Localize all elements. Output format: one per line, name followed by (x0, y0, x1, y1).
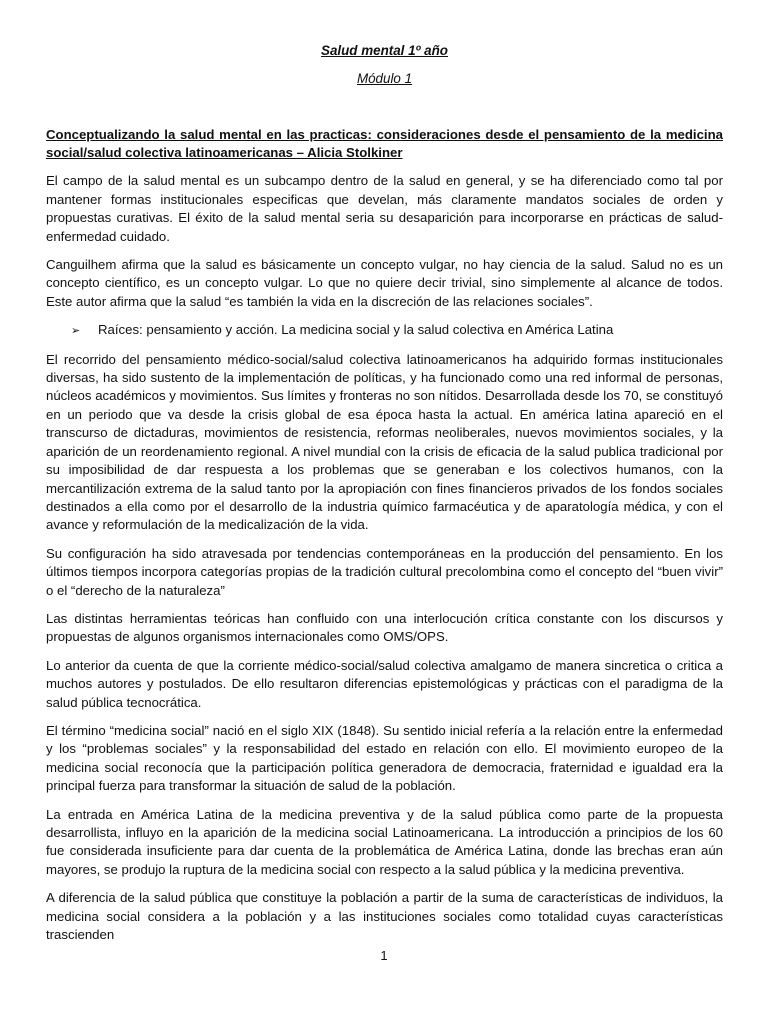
title-block (46, 42, 723, 88)
paragraph-4: Su configuración ha sido atravesada por tendencias contemporáneas en la producción del pensamiento. En los últimos tiempos incorpora categorías propias de la tradición cultural precolombina como el concepto del “buen vivir” o el “derecho de la naturaleza” (46, 545, 723, 598)
paragraph-9: A diferencia de la salud pública que constituye la población a partir de la suma de características de individuos, la medicina social considera a la población y a las instituciones sociales como totalidad cuyas características trascienden (46, 890, 723, 943)
bullet-text: Raíces: pensamiento y acción. La medicina social y la salud colectiva en América Latina (98, 322, 614, 338)
document-title: Salud mental 1º año (321, 43, 448, 58)
paragraph-7: El término “medicina social” nació en el siglo XIX (1848). Su sentido inicial refería a la relación entre la enfermedad y los “problemas sociales” y la responsabilidad del estado en relación con ello. El movimiento europeo de la medicina social reconocía que la participación política generadora de democracia, fraternidad e igualdad era la principal fuerza para transformar la situación de salud de la población. (46, 722, 723, 794)
arrowhead-bullet-icon: ➢ (71, 324, 81, 338)
page-number: 1 (380, 948, 388, 963)
section-heading: Conceptualizando la salud mental en las practicas: consideraciones desde el pensamiento de la medicina social/salud colectiva latinoamericanas – Alicia Stolkiner (46, 127, 723, 161)
paragraph-6: Lo anterior da cuenta de que la corriente médico-social/salud colectiva amalgamo de manera sincretica o critica a muchos autores y postulados. De ello resultaron diferencias epistemológicas y prácticas con el paradigma de la salud pública tecnocrática. (46, 657, 723, 710)
paragraph-2: Canguilhem afirma que la salud es básicamente un concepto vulgar, no hay ciencia de la salud. Salud no es un concepto científico, es un concepto vulgar. Lo que no quiere decir trivial, sino simplemente al alcance de todos. Este autor afirma que la salud “es también la vida en la discreción de las relaciones sociales”. (46, 257, 723, 309)
paragraph-5: Las distintas herramientas teóricas han confluido con una interlocución crítica constante con los discursos y propuestas de algunos organismos internacionales como OMS/OPS. (46, 610, 723, 645)
paragraph-1: El campo de la salud mental es un subcampo dentro de la salud en general, y se ha diferenciado como tal por mantener formas institucionales especificas que develan, más claramente mandatos sociales de orden y propuestas curativas. El éxito de la salud mental seria su desaparición para incorporarse en prácticas de salud- enfermedad cuidado. (46, 173, 723, 244)
paragraph-8: La entrada en América Latina de la medicina preventiva y de la salud pública como parte de la propuesta desarrollista, influyo en la aparición de la medicina social Latinoamericana. La introducción a principios de los 60 fue considerada insuficiente para dar cuenta de la problemática de América Latina, donde las brechas eran aún mayores, se produjo la ruptura de la medicina social con respecto a la salud pública y la medicina preventiva. (46, 806, 723, 877)
module-subtitle: Módulo 1 (356, 71, 413, 86)
paragraph-3: El recorrido del pensamiento médico-social/salud colectiva latinoamericanos ha adquirido formas institucionales diversas, ha sido sustento de la implementación de políticas, y ha funcionado como una red informal de personas, núcleos académicos y movimientos. Sus límites y fronteras no son nítidos. Desarrollada desde los 70, se constituyó en un periodo que va desde la crisis global de esa época hasta la actual. En américa latina apareció en el transcurso de dictaduras, movimientos de resistencia, reformas neoliberales, nuevos movimientos sociales, y la aparición de un reordenamiento regional. A nivel mundial con la crisis de eficacia de la salud publica tradicional por su imposibilidad de dar respuesta a los problemas que se generaban e los colectivos humanos, con la mercantilización extrema de la salud tanto por la apropiación con fines financieros privados de los fondos sociales destinados a ella como por el desarrollo de la industria químico farmacéutica y de aparatología médica, y con el avance y reformulación de la medicalización de la vida. (46, 351, 723, 533)
bullet-item (46, 321, 723, 340)
